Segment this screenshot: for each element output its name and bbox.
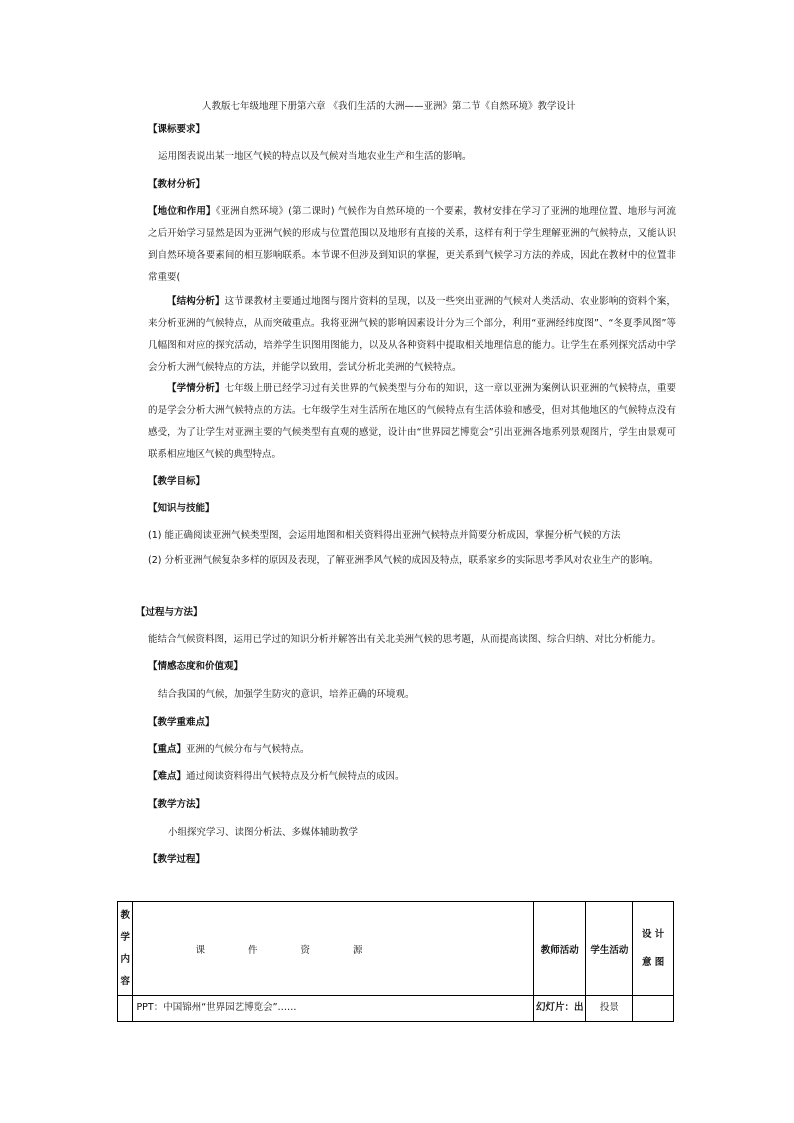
header-student-activity: 学生活动	[586, 902, 633, 996]
status-text: 《亚洲自然环境》(第二课时) 气候作为自然环境的一个要素，教材安排在学习了亚洲的地理位置、地形与河流之后开始学习显然是因为亚洲气候的形成与位置范围以及地形有直接的关系，这样有利于学生理解亚洲的气候特点，又能认识到自然环境各要素间的相互影响联系。本节课不但涉及到知识的掌握，更关系到气候学习方法的养成，因此在教材中的位置非常重要(	[148, 206, 676, 283]
difficult-point-text: 通过阅读资料得出气候特点及分析气候特点的成因。	[186, 771, 405, 782]
key-point	[148, 743, 310, 756]
process-method-heading: 【过程与方法】	[136, 607, 203, 618]
document-title: 人教版七年级地理下册第六章 《我们生活的大洲——亚洲》第二节《自然环境》教学设计	[202, 101, 576, 112]
standard-heading: 【课标要求】	[148, 124, 206, 135]
key-point-text: 亚洲的气候分布与气候特点。	[186, 744, 310, 755]
status-paragraph	[148, 201, 676, 289]
teaching-process-heading: 【教学过程】	[148, 854, 206, 865]
row-design-cell	[633, 996, 674, 1022]
table-header-row	[118, 902, 674, 996]
key-points-heading: 【教学重难点】	[148, 717, 215, 728]
structure-text: 这节课教材主要通过地图与图片资料的呈现，以及一些突出亚洲的气候对人类活动、农业影响的资料个案，来分析亚洲的气候特点，从而突破重点。我将亚洲气候的影响因素设计分为三个部分，利用“亚洲经纬度图”、“冬夏季风图”等几幅图和对应的探究活动，培养学生识图用图能力，以及从各种资料中提取相关地理信息的能力。让学生在系列探究活动中学会分析大洲气候特点的方法，并能学以致用，尝试分析北美洲的气候特点。	[148, 296, 676, 373]
difficult-point	[148, 770, 405, 783]
teaching-process-table	[117, 901, 674, 1022]
emotion-heading: 【情感态度和价值观】	[148, 661, 244, 672]
process-method-text: 能结合气候资料图，运用已学过的知识分析并解答出有关北美洲气候的思考题，从而提高读图、综合归纳、对比分析能力。	[148, 634, 662, 645]
knowledge-heading: 【知识与技能】	[148, 503, 215, 514]
structure-label: 【结构分析】	[167, 296, 225, 307]
row-student-cell: 投景	[586, 996, 633, 1022]
header-teaching-content: 教 学 内 容	[118, 902, 133, 996]
header-teacher-activity: 教师活动	[534, 902, 586, 996]
status-label: 【地位和作用】	[148, 206, 216, 217]
structure-paragraph	[148, 291, 676, 379]
student-text: 七年级上册已经学习过有关世界的气候类型与分布的知识，这一章以亚洲为案例认识亚洲的气候特点，重要的是学会分析大洲气候特点的方法。七年级学生对生活所在地区的气候特点有生活体验和感受，但对其他地区的气候特点没有感受，为了让学生对亚洲主要的气候类型有直观的感觉，设计由“世界园艺博览会”引出亚洲各地系列景观图片，学生由景观可联系相应地区气候的典型特点。	[148, 383, 676, 460]
methods-heading: 【教学方法】	[148, 799, 206, 810]
header-courseware: 课 件 资 源	[133, 902, 534, 996]
methods-text: 小组探究学习、读图分析法、多媒体辅助教学	[168, 827, 359, 838]
difficult-point-label: 【难点】	[148, 771, 187, 782]
table-row	[118, 996, 674, 1022]
student-paragraph	[148, 378, 676, 466]
objective-item-1: (1) 能正确阅读亚洲气候类型图，会运用地图和相关资料得出亚洲气候特点并简要分析成因，掌握分析气候的方法	[148, 530, 621, 541]
key-point-label: 【重点】	[148, 744, 187, 755]
row-content-cell	[118, 996, 133, 1022]
standard-text: 运用图表说出某一地区气候的特点以及气候对当地农业生产和生活的影响。	[158, 151, 472, 162]
student-label: 【学情分析】	[167, 383, 225, 394]
analysis-heading: 【教材分析】	[148, 179, 206, 190]
objectives-heading: 【教学目标】	[148, 476, 206, 487]
row-teacher-cell: 幻灯片：出	[534, 996, 586, 1022]
emotion-text: 结合我国的气候，加强学生防灾的意识，培养正确的环境观。	[158, 689, 415, 700]
row-courseware-cell: PPT：中国锦州“世界园艺博览会”……	[133, 996, 534, 1022]
objective-item-2: (2) 分析亚洲气候复杂多样的原因及表现，了解亚洲季风气候的成因及特点，联系家乡的实际思考季风对农业生产的影响。	[148, 555, 659, 566]
header-design-intent: 设 计 意 图	[633, 902, 674, 996]
